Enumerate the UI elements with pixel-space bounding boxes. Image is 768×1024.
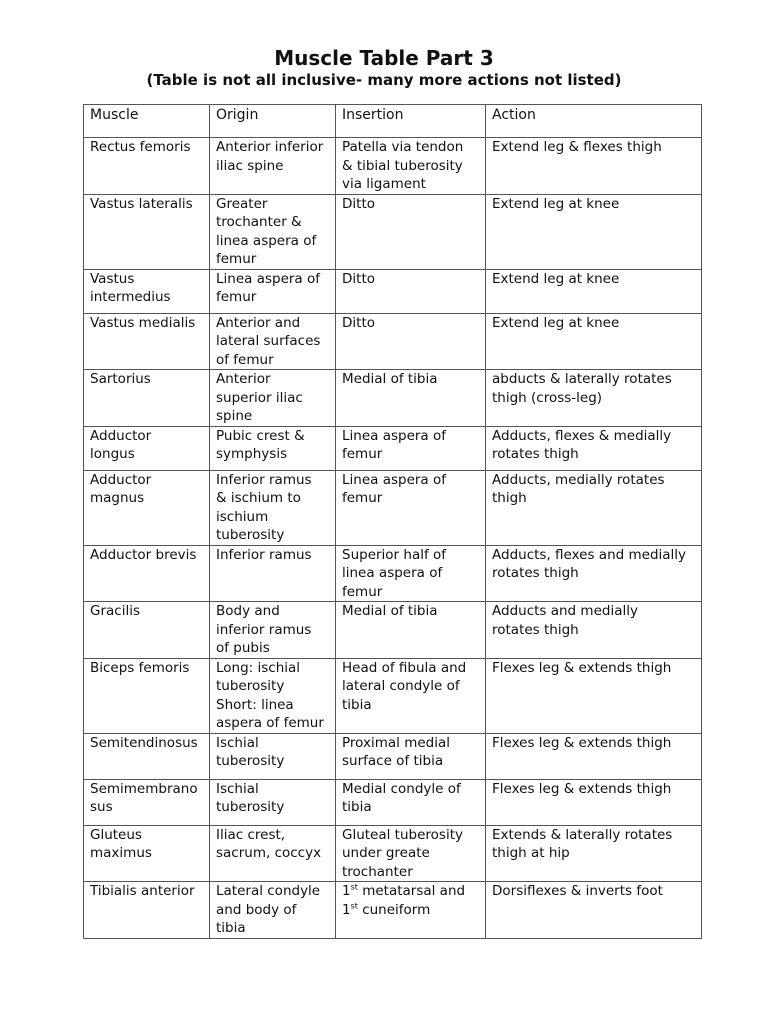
ordinal-number: 1 [342, 901, 351, 918]
insertion-cell-line: Ditto [342, 314, 375, 331]
insertion-cell-line: Patella via tendon [342, 139, 464, 155]
muscle-cell-line: Tibialis anterior [90, 883, 195, 899]
origin-cell [210, 779, 336, 825]
insertion-cell-line: Ditto [342, 270, 375, 287]
origin-cell-line: iliac spine [216, 157, 284, 174]
insertion-cell [336, 426, 486, 470]
insertion-cell [336, 138, 486, 195]
action-cell-line: rotates thigh [492, 446, 579, 462]
insertion-cell-line: under greate [342, 845, 430, 861]
action-cell-line: Adducts and medially [492, 603, 638, 619]
origin-cell [210, 194, 336, 269]
muscle-cell [84, 825, 210, 882]
ordinal-number: 1 [342, 883, 351, 899]
origin-cell-line: tuberosity [216, 799, 285, 815]
action-cell-line: abducts & laterally rotates [492, 371, 672, 387]
action-cell [486, 545, 702, 602]
table-body [84, 138, 702, 939]
muscle-cell-line: Rectus femoris [90, 139, 191, 155]
insertion-cell [336, 825, 486, 882]
table-row [84, 825, 702, 882]
action-cell-line: Extend leg at knee [492, 270, 620, 287]
origin-cell [210, 313, 336, 370]
muscle-cell [84, 313, 210, 370]
origin-cell-line: of femur [216, 351, 274, 368]
origin-cell-line: tuberosity [216, 678, 285, 694]
ordinal-text: cuneiform [357, 901, 431, 918]
muscle-cell-line: Adductor brevis [90, 546, 197, 563]
origin-cell-line: Anterior and [216, 314, 301, 331]
table-row [84, 426, 702, 470]
muscle-cell [84, 370, 210, 427]
action-cell-line: Adducts, medially rotates [492, 471, 665, 488]
action-cell-line: rotates thigh [492, 565, 579, 581]
action-cell [486, 313, 702, 370]
muscle-cell-line: Semitendinosus [90, 734, 198, 751]
table-row [84, 138, 702, 195]
origin-cell-line: spine [216, 408, 253, 424]
origin-cell-line: tuberosity [216, 753, 285, 769]
action-cell-line: Extends & laterally rotates [492, 826, 673, 843]
insertion-cell [336, 370, 486, 427]
origin-cell [210, 602, 336, 659]
muscle-cell [84, 658, 210, 733]
muscle-cell [84, 194, 210, 269]
action-cell [486, 138, 702, 195]
insertion-cell [336, 658, 486, 733]
origin-cell [210, 658, 336, 733]
origin-cell [210, 882, 336, 939]
table-row [84, 658, 702, 733]
insertion-cell [336, 779, 486, 825]
action-cell [486, 825, 702, 882]
muscle-cell-line: Biceps femoris [90, 659, 190, 676]
insertion-cell [336, 194, 486, 269]
origin-cell-line: Iliac crest, [216, 826, 286, 843]
origin-cell-line: trochanter & [216, 214, 302, 230]
action-cell [486, 470, 702, 545]
origin-cell-line: femur [216, 251, 257, 267]
action-cell [486, 602, 702, 659]
insertion-cell-line: Medial of tibia [342, 371, 438, 387]
muscle-cell-line: Adductor [90, 471, 152, 488]
muscle-cell-line: Sartorius [90, 371, 151, 387]
insertion-cell-line: Superior half of [342, 546, 447, 563]
origin-cell-line: Anterior [216, 371, 271, 387]
action-cell [486, 779, 702, 825]
muscle-cell [84, 882, 210, 939]
action-cell-line: Flexes leg & extends thigh [492, 734, 672, 751]
muscle-cell-line: magnus [90, 490, 145, 506]
origin-cell [210, 825, 336, 882]
muscle-cell [84, 426, 210, 470]
insertion-cell-line: lateral condyle of [342, 678, 460, 694]
origin-cell-line: Inferior ramus [216, 546, 312, 563]
action-cell-line: Extend leg & flexes thigh [492, 139, 662, 155]
origin-cell-line: tuberosity [216, 527, 285, 543]
origin-cell-line: sacrum, coccyx [216, 845, 322, 861]
origin-cell-line: Long: ischial [216, 659, 301, 676]
action-cell-line: thigh at hip [492, 845, 570, 861]
header-action: Action [486, 105, 702, 138]
action-cell-line: Flexes leg & extends thigh [492, 780, 672, 797]
origin-cell-line: Lateral condyle [216, 883, 321, 899]
ordinal-suffix: st [350, 882, 358, 892]
header-insertion: Insertion [336, 105, 486, 138]
table-row [84, 313, 702, 370]
muscle-cell-line: Gluteus [90, 826, 142, 843]
origin-cell [210, 269, 336, 313]
origin-cell-line: aspera of femur [216, 715, 324, 731]
table-row [84, 470, 702, 545]
insertion-cell-line: Head of fibula and [342, 659, 467, 676]
insertion-cell-line: trochanter [342, 863, 413, 880]
page-title: Muscle Table Part 3 [274, 46, 494, 70]
table-header [84, 105, 702, 138]
insertion-cell-line: femur [342, 583, 383, 600]
action-cell-line: thigh (cross-leg) [492, 389, 603, 406]
origin-cell-line: Linea aspera of [216, 270, 321, 287]
insertion-cell [336, 269, 486, 313]
muscle-cell [84, 733, 210, 779]
insertion-cell-line: tibia [342, 799, 372, 815]
origin-cell-line: & ischium to [216, 490, 301, 506]
action-cell-line: Adducts, flexes & medially [492, 427, 672, 444]
muscle-cell [84, 779, 210, 825]
origin-cell-line: lateral surfaces [216, 333, 321, 349]
insertion-cell-line: surface of tibia [342, 753, 444, 769]
action-cell [486, 733, 702, 779]
muscle-cell-line: Vastus medialis [90, 314, 196, 331]
origin-cell-line: Anterior inferior [216, 139, 324, 155]
origin-cell-line: Pubic crest & [216, 427, 305, 444]
ordinal-suffix: st [350, 901, 358, 910]
origin-cell-line: Short: linea [216, 696, 294, 713]
action-cell [486, 269, 702, 313]
muscle-cell [84, 470, 210, 545]
action-cell-line: Flexes leg & extends thigh [492, 659, 672, 676]
origin-cell [210, 470, 336, 545]
insertion-cell [336, 602, 486, 659]
muscle-cell-line: Semimembrano [90, 780, 198, 797]
action-cell [486, 370, 702, 427]
table-row [84, 733, 702, 779]
insertion-cell-line: tibia [342, 696, 372, 713]
action-cell [486, 194, 702, 269]
origin-cell [210, 545, 336, 602]
origin-cell-line: inferior ramus [216, 621, 312, 638]
origin-cell-line: Ischial [216, 780, 259, 797]
insertion-cell-line: Medial of tibia [342, 603, 438, 619]
insertion-cell-line: Proximal medial [342, 734, 451, 751]
insertion-cell-line: femur [342, 490, 383, 506]
action-cell-line: thigh [492, 490, 527, 506]
muscle-cell [84, 545, 210, 602]
origin-cell-line: femur [216, 289, 257, 305]
insertion-cell-line: linea aspera of [342, 565, 443, 581]
insertion-cell-line: & tibial tuberosity [342, 157, 463, 174]
origin-cell-line: superior iliac [216, 389, 303, 406]
insertion-cell-line: Gluteal tuberosity [342, 826, 463, 843]
muscle-table [83, 104, 702, 939]
origin-cell-line: linea aspera of [216, 232, 317, 249]
table-row [84, 602, 702, 659]
origin-cell [210, 426, 336, 470]
insertion-cell-line: Linea aspera of [342, 427, 447, 444]
action-cell [486, 658, 702, 733]
action-cell-line: Dorsiflexes & inverts foot [492, 883, 663, 899]
origin-cell [210, 138, 336, 195]
muscle-cell-line: intermedius [90, 289, 171, 305]
origin-cell-line: Body and [216, 603, 280, 619]
header-origin: Origin [210, 105, 336, 138]
action-cell-line: Extend leg at knee [492, 195, 620, 212]
header-muscle: Muscle [84, 105, 210, 138]
action-cell [486, 426, 702, 470]
insertion-cell-line: via ligament [342, 176, 426, 192]
table-row [84, 370, 702, 427]
insertion-cell [336, 733, 486, 779]
origin-cell-line: and body of [216, 901, 297, 918]
muscle-cell [84, 602, 210, 659]
origin-cell [210, 370, 336, 427]
origin-cell [210, 733, 336, 779]
origin-cell-line: ischium [216, 508, 269, 525]
origin-cell-line: symphysis [216, 446, 288, 462]
muscle-cell-line: Vastus lateralis [90, 195, 193, 212]
table-row [84, 194, 702, 269]
insertion-cell-line [342, 901, 479, 920]
origin-cell-line: of pubis [216, 640, 270, 656]
insertion-cell-line: Linea aspera of [342, 471, 447, 488]
action-cell-line: rotates thigh [492, 621, 579, 638]
origin-cell-line: Ischial [216, 734, 259, 751]
muscle-cell-line: longus [90, 446, 135, 462]
table-row [84, 269, 702, 313]
insertion-cell [336, 470, 486, 545]
table-row [84, 779, 702, 825]
muscle-cell-line: Gracilis [90, 603, 140, 619]
muscle-cell [84, 138, 210, 195]
muscle-cell-line: Vastus [90, 270, 135, 287]
action-cell [486, 882, 702, 939]
insertion-cell [336, 313, 486, 370]
insertion-cell [336, 545, 486, 602]
origin-cell-line: tibia [216, 920, 246, 936]
table-row [84, 545, 702, 602]
insertion-cell-line [342, 882, 479, 901]
insertion-cell-line: femur [342, 446, 383, 462]
insertion-cell-line: Ditto [342, 195, 375, 212]
origin-cell-line: Inferior ramus [216, 471, 312, 488]
insertion-cell [336, 882, 486, 939]
ordinal-text: metatarsal and [357, 883, 466, 899]
muscle-cell [84, 269, 210, 313]
header-row [84, 105, 702, 138]
table-row [84, 882, 702, 939]
page-subtitle: (Table is not all inclusive- many more actions not listed) [146, 71, 622, 89]
muscle-cell-line: Adductor [90, 427, 152, 444]
origin-cell-line: Greater [216, 195, 268, 212]
action-cell-line: Extend leg at knee [492, 314, 620, 331]
action-cell-line: Adducts, flexes and medially [492, 546, 687, 563]
insertion-cell-line: Medial condyle of [342, 780, 461, 797]
muscle-cell-line: sus [90, 799, 113, 815]
muscle-cell-line: maximus [90, 845, 152, 861]
